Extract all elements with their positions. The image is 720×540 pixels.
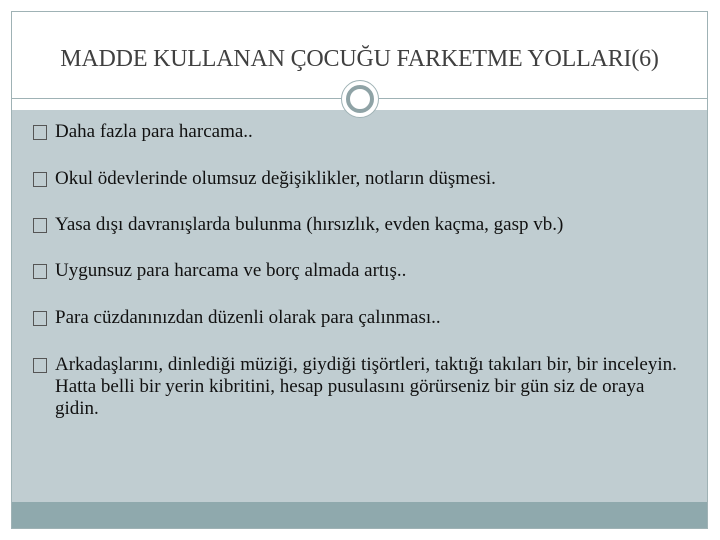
bullet-text: Uygunsuz para harcama ve borç almada artış.. [55, 260, 407, 281]
square-bullet-icon [33, 358, 47, 373]
bullet-text: Arkadaşlarını, dinlediği müziği, giydiği tişörtleri, taktığı takıları bir, bir inceleyin. Hatta belli bir yerin kibritini, hesap pusulasını görürseniz bir gün siz de oraya gidin. [55, 354, 677, 419]
bullet-text: Yasa dışı davranışlarda bulunma (hırsızlık, evden kaçma, gasp vb.) [55, 214, 564, 235]
square-bullet-icon [33, 311, 47, 326]
ring-ornament-icon [341, 80, 379, 118]
ring-ornament-inner [346, 85, 374, 113]
footer-bar [12, 502, 707, 528]
square-bullet-icon [33, 172, 47, 187]
bullet-text: Okul ödevlerinde olumsuz değişiklikler, notların düşmesi. [55, 168, 496, 189]
bullet-item [33, 121, 683, 143]
bullet-text: Daha fazla para harcama.. [55, 121, 253, 142]
divider-line-left [12, 98, 341, 99]
bullet-text: Para cüzdanınızdan düzenli olarak para çalınması.. [55, 307, 441, 328]
bullet-item [33, 260, 683, 282]
bullet-list [33, 121, 683, 420]
square-bullet-icon [33, 218, 47, 233]
bullet-item [33, 307, 683, 329]
square-bullet-icon [33, 125, 47, 140]
slide-title: MADDE KULLANAN ÇOCUĞU FARKETME YOLLARI(6) [60, 46, 659, 72]
divider-line-right [379, 98, 707, 99]
square-bullet-icon [33, 264, 47, 279]
bullet-item [33, 354, 683, 420]
bullet-item [33, 168, 683, 190]
bullet-item [33, 214, 683, 236]
